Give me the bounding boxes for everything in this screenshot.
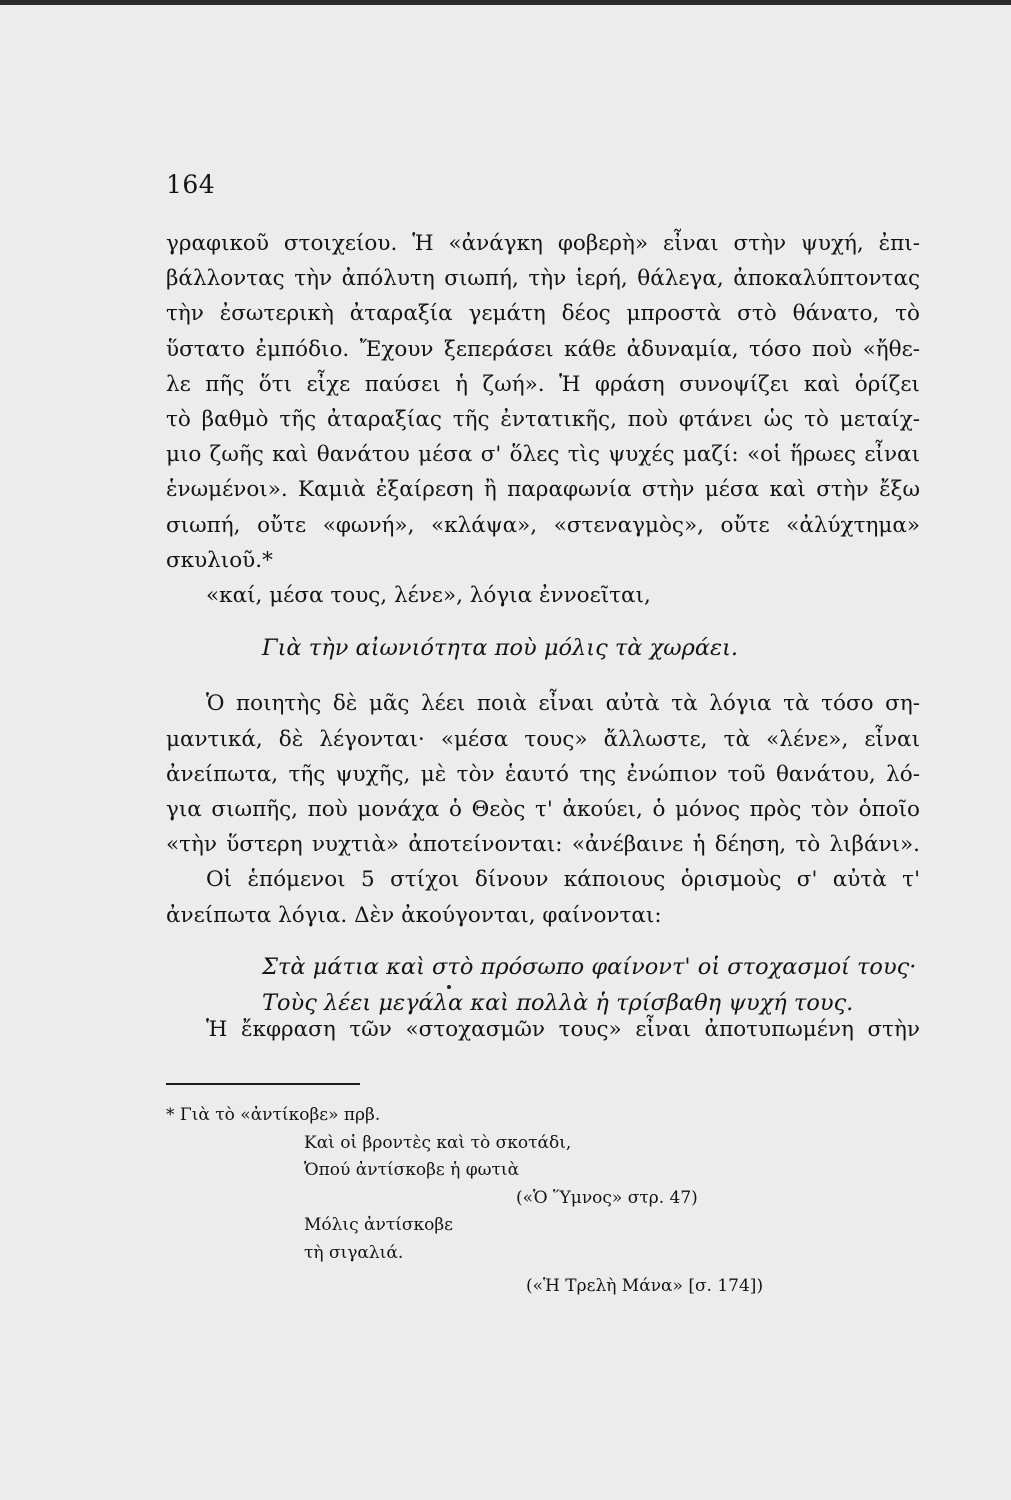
page-number: 164 bbox=[166, 170, 216, 199]
footnote-line: * Γιὰ τὸ «ἀντίκοβε» πρβ. bbox=[166, 1105, 381, 1125]
text-line: βάλλοντας τὴν ἀπόλυτη σιωπή, τὴν ἱερή, θάλεγα, ἀποκαλύπτοντας bbox=[166, 266, 920, 292]
text-line: ἑνωμένοι». Καμιὰ ἐξαίρεση ἢ παραφωνία στὴν μέσα καὶ στὴν ἔξω bbox=[166, 477, 920, 503]
footnote-citation: («Ἡ Τρελὴ Μάνα» [σ. 174]) bbox=[526, 1276, 764, 1296]
verse-line: Γιὰ τὴν αἰωνιότητα ποὺ μόλις τὰ χωράει. bbox=[262, 635, 739, 662]
verse-line: Στὰ μάτια καὶ στὸ πρόσωπο φαίνοντ' οἱ στοχασμοί τους· bbox=[262, 953, 917, 980]
footnote-citation: («Ὁ Ὕμνος» στρ. 47) bbox=[516, 1187, 698, 1208]
text-line: ὕστατο ἐμπόδιο. Ἔχουν ξεπεράσει κάθε ἀδυναμία, τόσο ποὺ «ἤθε- bbox=[166, 336, 920, 362]
text-line: τὴν ἐσωτερικὴ ἀταραξία γεμάτη δέος μπροστὰ στὸ θάνατο, τὸ bbox=[166, 301, 920, 327]
footnote-line: Μόλις ἀντίσκοβε bbox=[304, 1215, 453, 1235]
text-line: για σιωπῆς, ποὺ μονάχα ὁ Θεὸς τ' ἀκούει, ὁ μόνος πρὸς τὸν ὁποῖο bbox=[166, 797, 920, 823]
footnote bbox=[166, 1102, 926, 1301]
quote-intro: «καί, μέσα τους, λένε», λόγια ἐννοεῖται, bbox=[206, 583, 651, 609]
footnote-line: Καὶ οἱ βροντὲς καὶ τὸ σκοτάδι, bbox=[304, 1132, 572, 1153]
section-dot bbox=[447, 985, 451, 989]
text-line: γραφικοῦ στοιχείου. Ἡ «ἀνάγκη φοβερὴ» εἶναι στὴν ψυχή, ἐπι- bbox=[166, 231, 920, 256]
verse-line: Τοὺς λέει μεγάλα καὶ πολλὰ ἡ τρίσβαθη ψυχή τους. bbox=[262, 989, 854, 1016]
text-line: σιωπή, οὔτε «φωνή», «κλάψα», «στεναγμὸς», οὔτε «ἀλύχτημα» bbox=[166, 512, 920, 538]
text-line: Ὁ ποιητὴς δὲ μᾶς λέει ποιὰ εἶναι αὐτὰ τὰ λόγια τὰ τόσο ση- bbox=[206, 691, 920, 717]
scan-top-edge bbox=[0, 0, 1011, 5]
text-line: «τὴν ὕστερη νυχτιὰ» ἀποτείνονται: «ἀνέβαινε ἡ δέηση, τὸ λιβάνι». bbox=[166, 832, 920, 858]
footnote-line: τὴ σιγαλιά. bbox=[304, 1242, 404, 1263]
text-line: λε πῆς ὅτι εἶχε παύσει ἡ ζωή». Ἡ φράση συνοψίζει καὶ ὁρίζει bbox=[166, 371, 920, 397]
text-line: ἀνείπωτα λόγια. Δὲν ἀκούγονται, φαίνονται: bbox=[166, 902, 662, 928]
footnote-line: Ὁπού ἀντίσκοβε ἡ φωτιὰ bbox=[304, 1160, 520, 1180]
text-line: ἀνείπωτα, τῆς ψυχῆς, μὲ τὸν ἑαυτό της ἐνώπιον τοῦ θανάτου, λό- bbox=[166, 761, 920, 787]
text-line: μιο ζωῆς καὶ θανάτου μέσα σ' ὅλες τὶς ψυχές μαζί: «οἱ ἥρωες εἶναι bbox=[166, 442, 920, 468]
footnote-divider bbox=[166, 1083, 360, 1085]
text-line: μαντικά, δὲ λέγονται· «μέσα τους» ἄλλωστε, τὰ «λένε», εἶναι bbox=[166, 726, 920, 752]
main-text bbox=[166, 226, 920, 1021]
text-line: τὸ βαθμὸ τῆς ἀταραξίας τῆς ἐντατικῆς, ποὺ φτάνει ὡς τὸ μεταίχ- bbox=[166, 407, 920, 433]
text-line: Οἱ ἑπόμενοι 5 στίχοι δίνουν κάποιους ὁρισμοὺς σ' αὐτὰ τ' bbox=[206, 867, 920, 893]
text-line: σκυλιοῦ.* bbox=[166, 547, 273, 573]
text-line: Ἡ ἔκφραση τῶν «στοχασμῶν τους» εἶναι ἀποτυπωμένη στὴν bbox=[206, 1017, 920, 1042]
